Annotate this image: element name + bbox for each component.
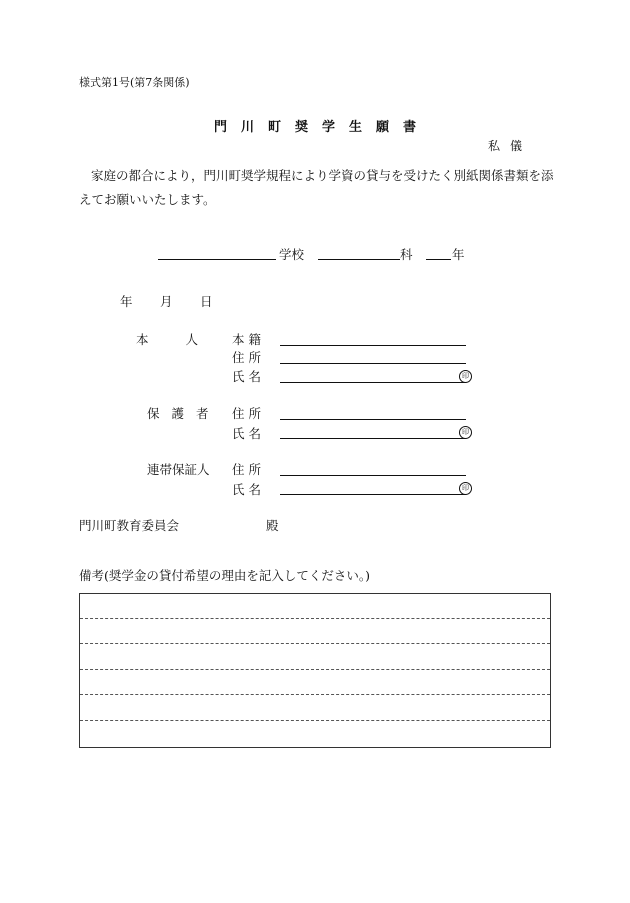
guardian-seal-icon: 印 bbox=[459, 426, 472, 439]
department-field[interactable] bbox=[318, 259, 400, 260]
applicant-role-label: 本 人 bbox=[136, 332, 203, 347]
guarantor-name-label: 氏 名 bbox=[232, 482, 261, 497]
notes-line bbox=[80, 643, 550, 644]
addressee-honorific: 殿 bbox=[266, 518, 279, 533]
date-year-label: 年 bbox=[120, 294, 133, 309]
guarantor-seal-icon: 印 bbox=[459, 482, 472, 495]
addressee-organization: 門川町教育委員会 bbox=[79, 518, 180, 533]
applicant-domicile-field[interactable] bbox=[280, 345, 466, 346]
date-day-label: 日 bbox=[200, 294, 213, 309]
school-year-label: 年 bbox=[452, 247, 465, 262]
guardian-role-label: 保 護 者 bbox=[147, 406, 213, 421]
school-name-field[interactable] bbox=[158, 259, 276, 260]
department-label: 科 bbox=[400, 247, 413, 262]
guardian-address-field[interactable] bbox=[280, 419, 466, 420]
applicant-name-label: 氏 名 bbox=[232, 369, 261, 384]
applicant-seal-icon: 印 bbox=[459, 370, 472, 383]
guarantor-address-label: 住 所 bbox=[232, 462, 261, 477]
school-year-field[interactable] bbox=[426, 259, 451, 260]
date-month-label: 月 bbox=[160, 294, 173, 309]
notes-line bbox=[80, 720, 550, 721]
signer-label: 私儀 bbox=[488, 139, 533, 153]
applicant-domicile-label: 本 籍 bbox=[232, 332, 261, 347]
page-title: 門川町奨学生願書 bbox=[213, 120, 430, 135]
guardian-name-field[interactable] bbox=[280, 438, 466, 439]
notes-line bbox=[80, 694, 550, 695]
notes-line bbox=[80, 669, 550, 670]
guarantor-name-field[interactable] bbox=[280, 494, 466, 495]
applicant-address-label: 住 所 bbox=[232, 350, 261, 365]
guardian-address-label: 住 所 bbox=[232, 406, 261, 421]
guarantor-role-label: 連帯保証人 bbox=[147, 462, 210, 477]
applicant-address-field[interactable] bbox=[280, 363, 466, 364]
applicant-name-field[interactable] bbox=[280, 382, 466, 383]
school-label: 学校 bbox=[279, 247, 305, 262]
guardian-name-label: 氏 名 bbox=[232, 426, 261, 441]
notes-line bbox=[80, 618, 550, 619]
guarantor-address-field[interactable] bbox=[280, 475, 466, 476]
notes-box[interactable] bbox=[79, 593, 551, 748]
request-text: 家庭の都合により，門川町奨学規程により学資の貸与を受けたく別紙関係書類を添えてお願いいたします。 bbox=[79, 168, 554, 207]
notes-label: 備考(奨学金の貸付希望の理由を記入してください。) bbox=[79, 568, 371, 583]
form-number: 様式第1号(第7条関係) bbox=[79, 76, 190, 89]
